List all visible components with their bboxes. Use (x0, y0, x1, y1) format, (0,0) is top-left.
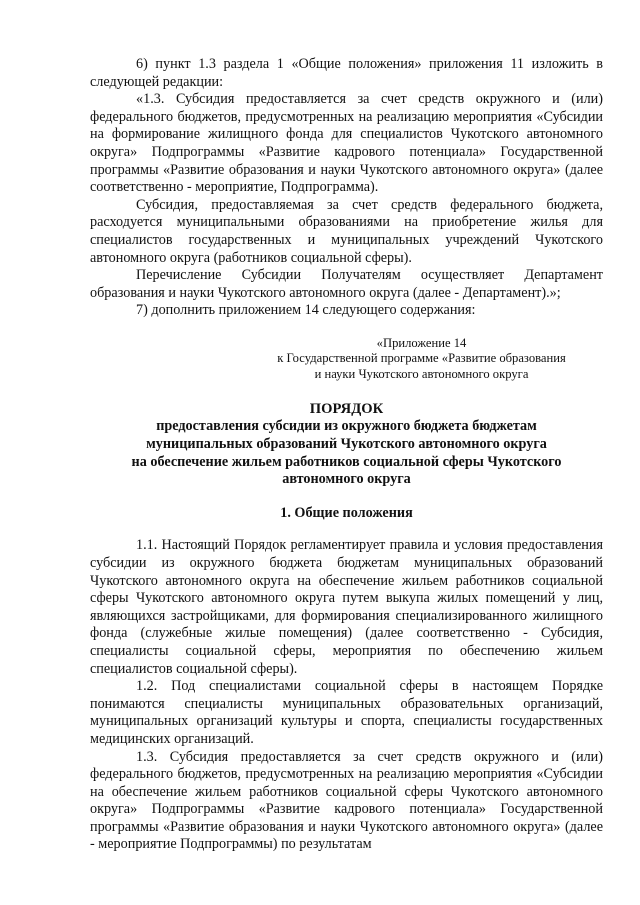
subtitle-line: предоставления субсидии из окружного бюджета бюджетам (156, 418, 537, 435)
paragraph-federal-subsidy: Субсидия, предоставляемая за счет средств федерального бюджета, расходуется муниципальными образованиями на приобретение жилья для специалистов государственных и муниципальных учреждений Чукотского автономного округа (работников социальной сферы). (90, 196, 603, 266)
section-heading: 1. Общие положения (280, 504, 413, 521)
document-subtitle (90, 418, 603, 488)
appendix-reference (90, 336, 603, 383)
paragraph-item-6: 6) пункт 1.3 раздела 1 «Общие положения» приложения 11 изложить в следующей редакции: (90, 56, 603, 90)
paragraph-clause-1-2: 1.2. Под специалистами социальной сферы в настоящем Порядке понимаются специалисты муниципальных образовательных организаций, муниципальных организаций культуры и спорта, специалисты государственных медицинских организаций. (90, 678, 603, 747)
document-title: ПОРЯДОК (309, 401, 384, 418)
paragraph-transfer: Перечисление Субсидии Получателям осуществляет Департамент образования и науки Чукотского автономного округа (далее - Департамент).»; (90, 267, 603, 301)
appendix-line: «Приложение 14 (376, 335, 467, 350)
paragraph-clause-1-3-new: «1.3. Субсидия предоставляется за счет средств окружного и (или) федерального бюджетов, предусмотренных на реализацию мероприятия «Субсидии на формирование жилищного фонда для специалистов Чукотского автономного округа» Подпрограммы «Развитие кадрового потенциала» Государственной программы «Развитие образования и науки Чукотского автономного округа» (далее соответственно - мероприятие, Подпрограмма). (90, 91, 603, 196)
paragraph-clause-1-3: 1.3. Субсидия предоставляется за счет средств окружного и (или) федерального бюджетов, предусмотренных на реализацию мероприятия «Субсидии на обеспечение жильем работников социальной сферы Чукотского автономного округа» Подпрограммы «Развитие кадрового потенциала» Государственной программы «Развитие образования и науки Чукотского автономного округа» (далее - мероприятие Подпрограммы) по результатам (90, 748, 603, 853)
paragraph-item-7: 7) дополнить приложением 14 следующего содержания: (136, 302, 476, 319)
document-page (90, 56, 603, 854)
appendix-line: к Государственной программе «Развитие образования (277, 351, 566, 366)
appendix-line: и науки Чукотского автономного округа (314, 366, 529, 381)
paragraph-clause-1-1: 1.1. Настоящий Порядок регламентирует правила и условия предоставления субсидии из окружного бюджета бюджетам муниципальных образований Чукотского автономного округа на обеспечение жильем работников социальной сферы Чукотского автономного округа путем выкупа жилых помещений у лиц, являющихся застройщиками, для формирования специализированного жилищного фонда (служебные жилые помещения) (далее соответственно - Субсидия, специалисты социальной сферы, мероприятия по обеспечению жильем специалистов социальной сферы). (90, 537, 603, 677)
subtitle-line: автономного округа (282, 471, 411, 488)
subtitle-line: муниципальных образований Чукотского автономного округа (146, 436, 547, 452)
subtitle-line: на обеспечение жильем работников социальной сферы Чукотского (131, 453, 562, 470)
